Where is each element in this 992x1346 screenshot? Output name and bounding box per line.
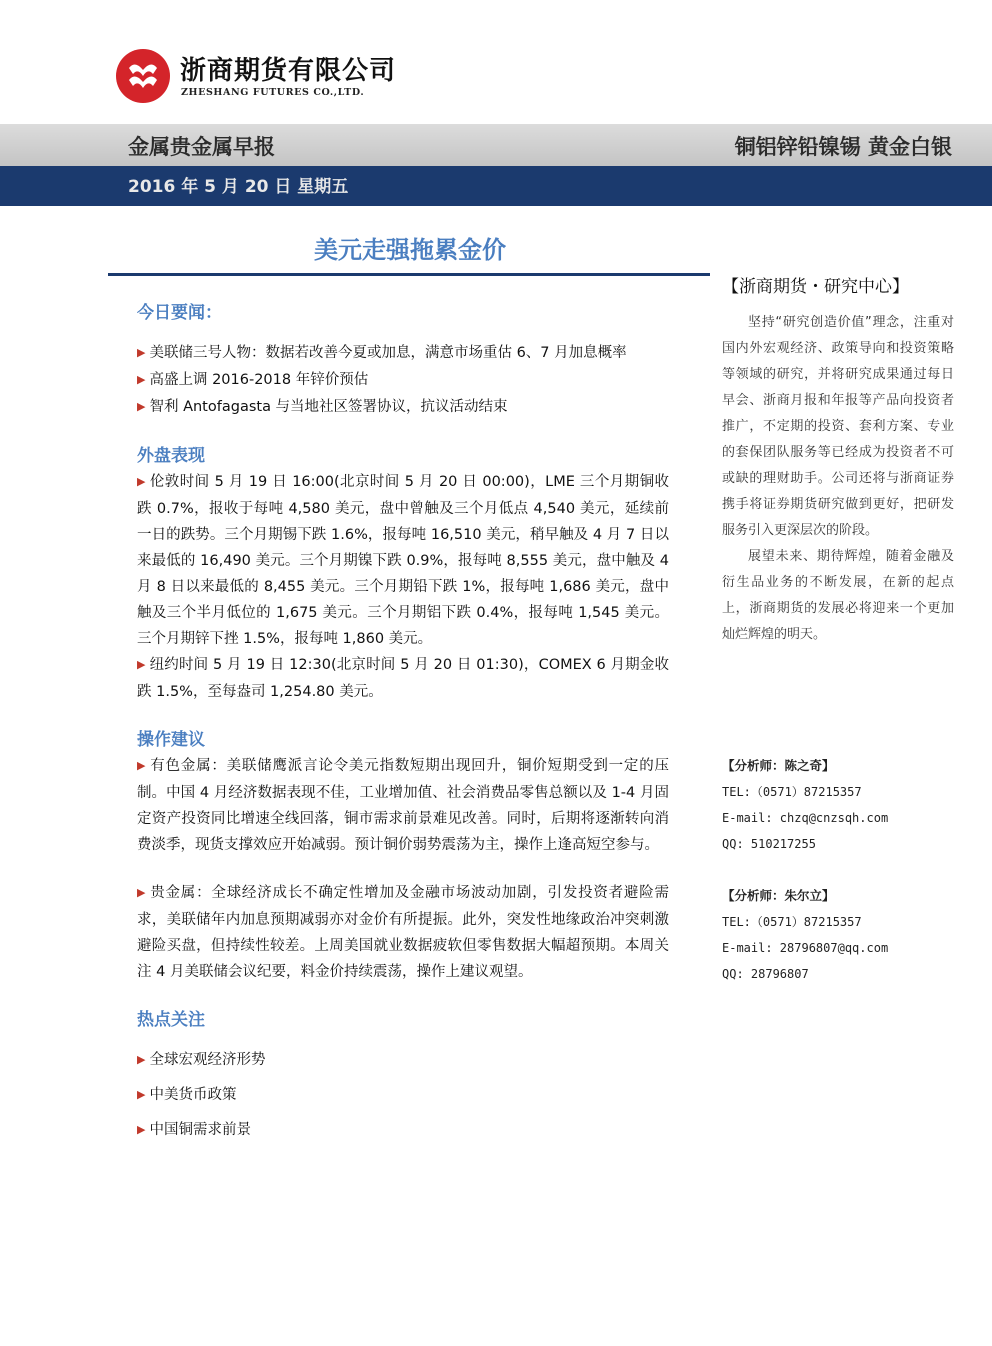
triangle-marker-icon: ▶ <box>137 1088 146 1101</box>
advice-item: ▶ 贵金属：全球经济成长不确定性增加及金融市场波动加剧，引发投资者避险需求，美联储年内加息预期减弱亦对金价有所提振。此外，突发性地缘政治冲突刺激避险买盘，但持续性较差。上周美国就业数据疲软但零售数据大幅超预期。本周关注 4 月美联储会议纪要，料金价持续震荡，操作上建议观望。 <box>137 885 669 980</box>
analyst-email: E-mail: 28796807@qq.com <box>722 941 889 955</box>
news-item: ▶ 美联储三号人物：数据若改善今夏或加息，满意市场重估 6、7 月加息概率 <box>137 345 627 361</box>
hot-item: ▶ 全球宏观经济形势 <box>137 1052 266 1068</box>
triangle-marker-icon: ▶ <box>137 373 146 386</box>
analyst-qq: QQ: 28796807 <box>722 967 809 981</box>
analyst-email: E-mail: chzq@cnzsqh.com <box>722 811 889 825</box>
news-heading: 今日要闻： <box>137 303 222 323</box>
triangle-marker-icon: ▶ <box>137 759 147 772</box>
triangle-marker-icon: ▶ <box>137 400 146 413</box>
markets-heading: 外盘表现 <box>137 446 205 466</box>
advice-item: ▶ 有色金属：美联储鹰派言论令美元指数短期出现回升，铜价短期受到一定的压制。中国 4 月经济数据表现不佳，工业增加值、社会消费品零售总额以及 1-4 月固定资产投资同比增速全线回落，铜市需求前景难见改善。同时，后期将逐渐转向消费淡季，现货支撑效应开始减弱。预计铜价弱势震荡为主，操作上逢高短空参与。 <box>137 758 669 853</box>
report-date: 2016 年 5 月 20 日 星期五 <box>128 177 349 197</box>
metals-list: 铜铝锌铅镍锡 黄金白银 <box>734 135 952 159</box>
main-content <box>137 300 669 1148</box>
news-item: ▶ 智利 Antofagasta 与当地社区签署协议，抗议活动结束 <box>137 399 508 415</box>
company-logo-icon <box>115 48 171 104</box>
analyst-card <box>722 883 962 987</box>
hot-heading: 热点关注 <box>137 1010 205 1030</box>
company-name-cn: 浙商期货有限公司 <box>180 56 397 86</box>
company-name-en: ZHESHANG FUTURES CO.,LTD. <box>181 87 365 98</box>
advice-heading: 操作建议 <box>137 730 205 750</box>
triangle-marker-icon: ▶ <box>137 1123 146 1136</box>
triangle-marker-icon: ▶ <box>137 886 147 899</box>
news-item: ▶ 高盛上调 2016-2018 年锌价预估 <box>137 372 369 388</box>
triangle-marker-icon: ▶ <box>137 658 146 671</box>
report-type: 金属贵金属早报 <box>128 135 275 159</box>
report-title: 美元走强拖累金价 <box>314 236 506 264</box>
triangle-marker-icon: ▶ <box>137 1053 146 1066</box>
markets-item: ▶ 伦敦时间 5 月 19 日 16:00(北京时间 5 月 20 日 00:00)，LME 三个月期铜收跌 0.7%，报收于每吨 4,580 美元，盘中曾触及三个月低点 4,540 美元，延续前一日的跌势。三个月期锡下跌 1.6%，报每吨 16,510 美元，稍早触及 4 月 7 日以来最低的 16,490 美元。三个月期镍下跌 0.9%，报每吨 8,555 美元，盘中触及 4 月 8 日以来最低的 8,455 美元。三个月期铅下跌 1%，报每吨 1,686 美元，盘中触及三个半月低位的 1,675 美元。三个月期铝下跌 0.4%，报每吨 1,545 美元。三个月期锌下挫 1.5%，报每吨 1,860 美元。 <box>137 474 669 647</box>
sidebar-paragraph: 坚持“研究创造价值”理念，注重对国内外宏观经济、政策导向和投资策略等领域的研究，并将研究成果通过每日早会、浙商月报和年报等产品向投资者推广，不定期的投资、套利方案、专业的套保团队服务等已经成为投资者不可或缺的理财助手。公司还将与浙商证券携手将证券期货研究做到更好，把研发服务引入更深层次的阶段。 <box>722 315 954 538</box>
markets-item: ▶ 纽约时间 5 月 19 日 12:30(北京时间 5 月 20 日 01:30)，COMEX 6 月期金收跌 1.5%，至每盎司 1,254.80 美元。 <box>137 657 669 700</box>
triangle-marker-icon: ▶ <box>137 346 146 359</box>
sidebar-intro <box>722 310 954 648</box>
hot-item: ▶ 中美货币政策 <box>137 1087 237 1103</box>
analyst-card <box>722 753 962 857</box>
sidebar-paragraph: 展望未来、期待辉煌，随着金融及衍生品业务的不断发展，在新的起点上，浙商期货的发展必将迎来一个更加灿烂辉煌的明天。 <box>722 549 954 642</box>
analyst-tel: TEL:（0571）87215357 <box>722 785 862 799</box>
hot-item: ▶ 中国铜需求前景 <box>137 1122 251 1138</box>
analyst-name: 【分析师：朱尔立】 <box>722 888 835 903</box>
analyst-qq: QQ: 510217255 <box>722 837 816 851</box>
sidebar-heading: 【浙商期货・研究中心】 <box>722 277 909 297</box>
triangle-marker-icon: ▶ <box>137 475 146 488</box>
analyst-name: 【分析师：陈之奇】 <box>722 758 835 773</box>
title-divider <box>108 273 710 276</box>
analyst-tel: TEL:（0571）87215357 <box>722 915 862 929</box>
